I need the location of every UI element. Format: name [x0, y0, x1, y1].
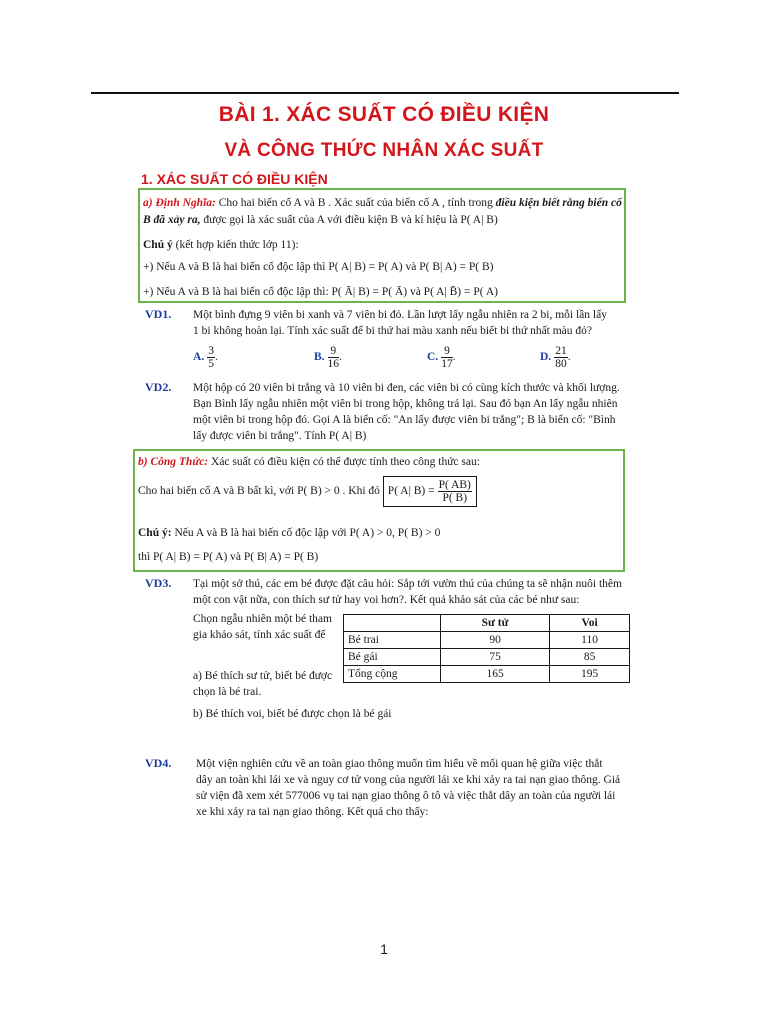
vd1-label: VD1.	[145, 307, 172, 321]
table-header-row: Sư tử Voi	[344, 615, 630, 632]
note-line-2: +) Nếu A và B là hai biến cố độc lập thì: P( Ā| B) = P( Ā) và P( A| B̄) = P( A)	[143, 286, 498, 298]
table-row: Tổng cộng 165 195	[344, 666, 630, 683]
formula-heading: b) Công Thức: Xác suất có điều kiện có thể được tính theo công thức sau:	[138, 456, 480, 468]
page-title: BÀI 1. XÁC SUẤT CÓ ĐIỀU KIỆN	[218, 103, 550, 126]
definition-box	[138, 188, 626, 303]
table-row: Bé gái 75 85	[344, 649, 630, 666]
formula-note: Chú ý: Nếu A và B là hai biến cố độc lập với P( A) > 0, P( B) > 0	[138, 527, 441, 539]
vd2-text: Một hộp có 20 viên bi trắng và 10 viên bi đen, các viên bi có cùng kích thước và khối lượng. Bạn Bình lấy ngẫu nhiên một viên bi trong hộp, không trả lại. Sau đó bạn An lấy ngẫu nhiên một viên bi trong hộp đó. Gọi A là biến cố: "An lấy được viên bi trắng"; B là biến cố: "Bình lấy được viên bi trắng". Tính P( A| B)	[193, 382, 620, 442]
vd1-option-c: C. $\frac{9}{17}$ .	[427, 345, 456, 370]
vd1-option-b: B. $\frac{9}{16}$ .	[314, 345, 342, 370]
vd3-label: VD3.	[145, 576, 172, 590]
note-heading: Chú ý (kết hợp kiến thức lớp 11):	[143, 239, 299, 251]
note-line-1: +) Nếu A và B là hai biến cố độc lập thì P( A| B) = P( A) và P( B| A) = P( B)	[143, 261, 494, 273]
page-number: 1	[380, 941, 388, 957]
vd1-option-a: A. $\frac{3}{5}$ .	[193, 345, 218, 370]
vd3-left-text: Chọn ngẫu nhiên một bé tham gia khảo sát, tính xác suất để	[193, 613, 332, 641]
vd3-text: Tại một sở thú, các em bé được đặt câu hỏi: Sắp tới vườn thú của chúng ta sẽ nhận nuôi thêm một con vật nữa, con thích sư tử hay voi hơn?. Kết quả khảo sát của các bé như sau:	[193, 578, 622, 606]
table-row: Bé trai 90 110	[344, 632, 630, 649]
formula-line: Cho hai biến cố A và B bất kì, với P( B) > 0 . Khi đó P( A| B) = $\frac{P( AB)}{P( B)}$	[138, 476, 477, 507]
top-rule	[91, 92, 679, 94]
vd3-question-b: b) Bé thích voi, biết bé được chọn là bé gái	[193, 708, 392, 720]
vd3-question-a: a) Bé thích sư tử, biết bé được chọn là bé trai.	[193, 670, 333, 698]
formula-frame: P( A| B) = $\frac{P( AB)}{P( B)}$	[383, 476, 477, 507]
formula-note-line2: thì P( A| B) = P( A) và P( B| A) = P( B)	[138, 551, 319, 563]
vd2-label: VD2.	[145, 380, 172, 394]
page-subtitle: VÀ CÔNG THỨC NHÂN XÁC SUẤT	[224, 140, 544, 161]
definition-label: a) Định Nghĩa:	[143, 197, 216, 209]
vd4-text: Một viện nghiên cứu về an toàn giao thông muốn tìm hiểu về mối quan hệ giữa việc thắt dây an toàn khi lái xe và nguy cơ tử vong của người lái xe khi xảy ra tai nạn giao thông. Giả sử viện đã xem xét 577006 vụ tai nạn giao thông ô tô và việc thắt dây an toàn của người lái xe khi xảy ra tai nạn giao thông. Kết quả cho thấy:	[196, 758, 621, 818]
vd4-label: VD4.	[145, 756, 172, 770]
formula-box	[133, 449, 625, 572]
section-heading: 1. XÁC SUẤT CÓ ĐIỀU KIỆN	[141, 171, 328, 187]
vd1-option-d: D. $\frac{21}{80}$ .	[540, 345, 571, 370]
survey-table	[343, 614, 630, 683]
definition-text: a) Định Nghĩa: Cho hai biến cố A và B . Xác suất của biến cố A , tính trong điều kiện biết rằng biến cố B đã xảy ra, được gọi là xác suất của A với điều kiện B và kí hiệu là P( A| B)	[143, 197, 622, 226]
vd1-text: Một bình đựng 9 viên bi xanh và 7 viên bi đỏ. Lần lượt lấy ngẫu nhiên ra 2 bi, mỗi lần lấy 1 bi không hoàn lại. Tính xác suất để bi thứ hai màu xanh nếu biết bi thứ nhất màu đỏ?	[193, 309, 607, 337]
